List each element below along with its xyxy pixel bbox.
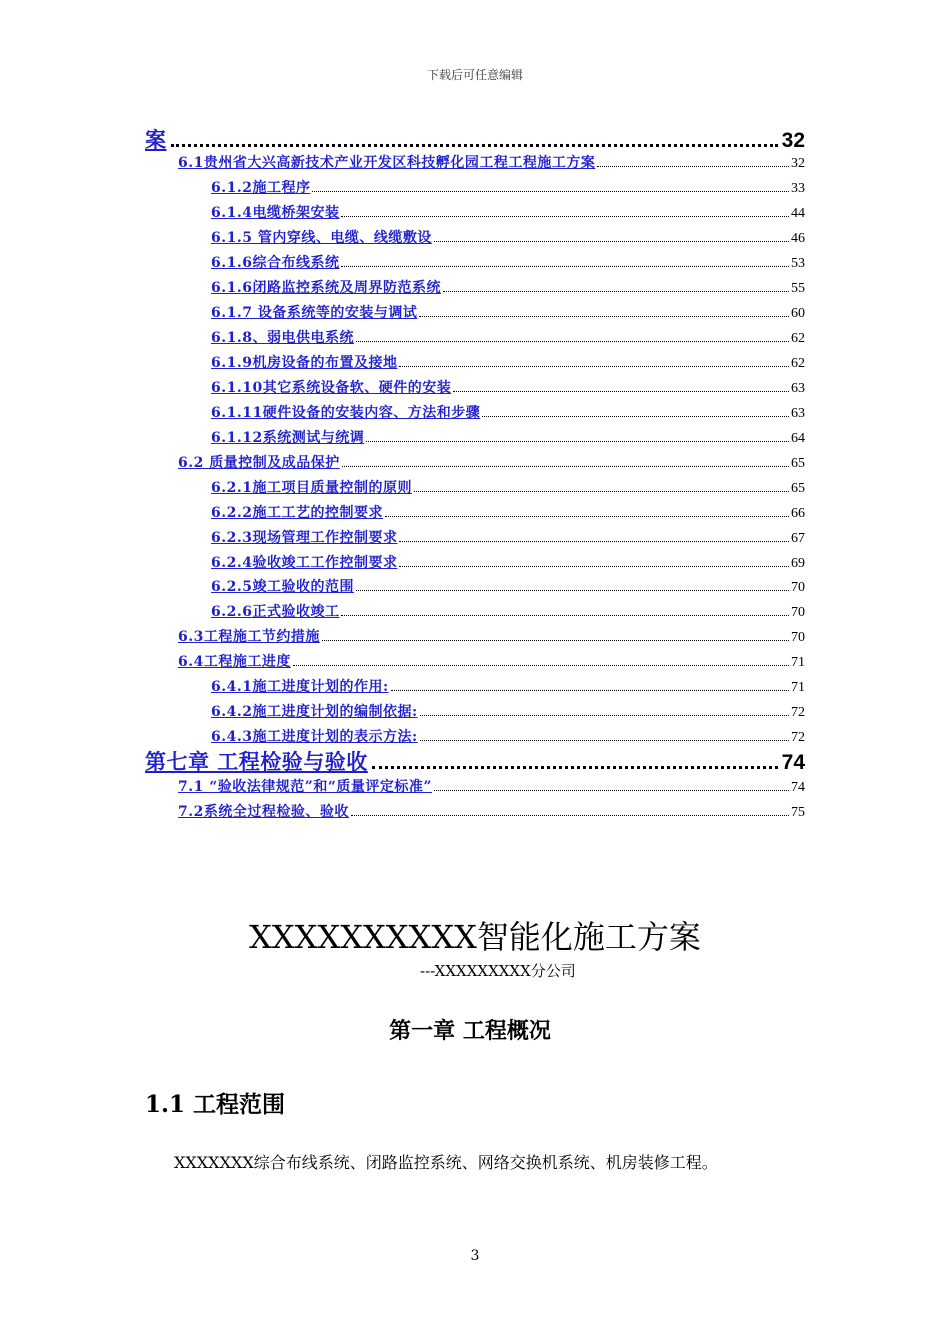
toc-entry-link[interactable]: 第七章 工程检验与验收 (145, 749, 368, 774)
toc-leader-dots (399, 353, 789, 367)
toc-entry-link[interactable]: 6.1.8、弱电供电系统 (211, 330, 354, 346)
toc-page-number: 67 (791, 531, 805, 546)
toc-entry[interactable] (211, 701, 805, 721)
toc-page-number: 65 (791, 456, 805, 471)
toc-entry[interactable] (211, 502, 805, 522)
toc-page-number: 53 (791, 256, 805, 271)
toc-entry-link[interactable]: 6.1.4电缆桥架安装 (211, 205, 340, 221)
toc-entry-link[interactable]: 6.1.7 设备系统等的安装与调试 (211, 305, 418, 321)
toc-page-number: 62 (791, 331, 805, 346)
toc-page-number: 71 (791, 680, 805, 695)
toc-page-number: 66 (791, 506, 805, 521)
toc-entry-link[interactable]: 6.2.1施工项目质量控制的原则 (211, 480, 412, 496)
toc-entry-link[interactable]: 案 (145, 127, 167, 152)
toc-page-number: 63 (791, 406, 805, 421)
toc-leader-dots (293, 652, 789, 666)
toc-entry-link[interactable]: 7.1 “验收法律规范”和“质量评定标准” (178, 779, 432, 795)
toc-page-number: 72 (791, 705, 805, 720)
toc-entry[interactable] (211, 302, 805, 322)
toc-page-number: 70 (791, 605, 805, 620)
toc-page-number: 74 (781, 751, 805, 774)
toc-leader-dots (356, 328, 789, 342)
toc-page-number: 55 (791, 281, 805, 296)
toc-leader-dots (434, 777, 789, 791)
toc-page-number: 32 (791, 156, 805, 171)
toc-leader-dots (171, 129, 778, 147)
toc-entry-link[interactable]: 6.2.3现场管理工作控制要求 (211, 530, 398, 546)
toc-entry-link[interactable]: 6.3工程施工节约措施 (178, 629, 320, 645)
toc-entry[interactable] (211, 227, 805, 247)
toc-entry-link[interactable]: 6.4.3施工进度计划的表示方法: (211, 729, 418, 745)
toc-leader-dots (366, 428, 789, 442)
toc-entry[interactable] (211, 252, 805, 272)
toc-entry[interactable] (178, 626, 805, 646)
toc-entry[interactable] (145, 124, 805, 154)
toc-entry[interactable] (178, 651, 805, 671)
toc-page-number: 70 (791, 580, 805, 595)
body-paragraph: XXXXXXX综合布线系统、闭路监控系统、网络交换机系统、机房装修工程。 (174, 1153, 718, 1172)
toc-entry[interactable] (211, 177, 805, 197)
document-title: XXXXXXXXXX智能化施工方案 (249, 918, 701, 956)
toc-entry-link[interactable]: 6.1.5 管内穿线、电缆、线缆敷设 (211, 230, 432, 246)
toc-page-number: 63 (791, 381, 805, 396)
toc-page-number: 62 (791, 356, 805, 371)
toc-leader-dots (341, 253, 789, 267)
toc-entry[interactable] (211, 726, 805, 746)
toc-entry[interactable] (211, 327, 805, 347)
toc-entry[interactable] (178, 452, 805, 472)
toc-entry-link[interactable]: 7.2系统全过程检验、验收 (178, 804, 349, 820)
toc-leader-dots (419, 303, 789, 317)
toc-page-number: 72 (791, 730, 805, 745)
chapter-heading: 第一章 工程概况 (389, 1018, 551, 1044)
toc-leader-dots (385, 503, 789, 517)
toc-entry-link[interactable]: 6.1.12系统测试与统调 (211, 430, 365, 446)
toc-entry[interactable] (211, 427, 805, 447)
toc-entry-link[interactable]: 6.2 质量控制及成品保护 (178, 455, 340, 471)
toc-page-number: 46 (791, 231, 805, 246)
toc-entry-link[interactable]: 6.1.9机房设备的布置及接地 (211, 355, 398, 371)
toc-entry-link[interactable]: 6.4.2施工进度计划的编制依据: (211, 704, 418, 720)
page-number: 3 (470, 1248, 480, 1264)
toc-page-number: 32 (781, 129, 805, 152)
toc-page-number: 74 (791, 780, 805, 795)
toc-page-number: 69 (791, 556, 805, 571)
toc-leader-dots (434, 228, 789, 242)
toc-entry-link[interactable]: 6.2.6正式验收竣工 (211, 604, 340, 620)
toc-page-number: 33 (791, 181, 805, 196)
toc-entry[interactable] (211, 576, 805, 596)
toc-entry[interactable] (178, 152, 805, 172)
toc-entry[interactable] (211, 601, 805, 621)
toc-leader-dots (391, 677, 789, 691)
toc-leader-dots (312, 178, 789, 192)
toc-leader-dots (356, 577, 789, 591)
toc-entry-link[interactable]: 6.2.5竣工验收的范围 (211, 579, 354, 595)
toc-entry[interactable] (211, 527, 805, 547)
toc-leader-dots (414, 478, 789, 492)
toc-entry-link[interactable]: 6.1.6闭路监控系统及周界防范系统 (211, 280, 441, 296)
toc-entry-link[interactable]: 6.4.1施工进度计划的作用: (211, 679, 389, 695)
toc-entry[interactable] (145, 746, 805, 776)
toc-leader-dots (342, 453, 789, 467)
section-heading: 1.1 工程范围 (145, 1091, 286, 1118)
toc-leader-dots (372, 751, 778, 769)
toc-entry-link[interactable]: 6.1.6综合布线系统 (211, 255, 340, 271)
toc-entry-link[interactable]: 6.1.2施工程序 (211, 180, 311, 196)
toc-leader-dots (443, 278, 789, 292)
toc-leader-dots (399, 528, 789, 542)
toc-page-number: 44 (791, 206, 805, 221)
toc-entry-link[interactable]: 6.2.2施工工艺的控制要求 (211, 505, 383, 521)
toc-entry[interactable] (211, 477, 805, 497)
toc-leader-dots (453, 378, 789, 392)
toc-page-number: 75 (791, 805, 805, 820)
toc-leader-dots (341, 203, 789, 217)
toc-leader-dots (420, 702, 789, 716)
document-subtitle: ---XXXXXXXXX分公司 (420, 962, 576, 980)
toc-entry-link[interactable]: 6.1.11硬件设备的安装内容、方法和步骤 (211, 405, 481, 421)
toc-leader-dots (597, 153, 789, 167)
page-header: 下载后可任意编辑 (426, 68, 523, 82)
toc-entry[interactable] (211, 202, 805, 222)
toc-entry[interactable] (211, 277, 805, 297)
toc-entry[interactable] (211, 552, 805, 572)
toc-page-number: 65 (791, 481, 805, 496)
toc-page-number: 60 (791, 306, 805, 321)
toc-leader-dots (341, 602, 789, 616)
toc-leader-dots (322, 627, 789, 641)
toc-entry-link[interactable]: 6.1.10其它系统设备软、硬件的安装 (211, 380, 452, 396)
toc-entry[interactable] (178, 801, 805, 821)
toc-page-number: 70 (791, 630, 805, 645)
toc-entry[interactable] (211, 402, 805, 422)
toc-entry-link[interactable]: 6.1贵州省大兴高新技术产业开发区科技孵化园工程工程施工方案 (178, 155, 596, 171)
toc-page-number: 71 (791, 655, 805, 670)
toc-entry-link[interactable]: 6.4工程施工进度 (178, 654, 291, 670)
toc-leader-dots (420, 727, 789, 741)
toc-page-number: 64 (791, 431, 805, 446)
toc-entry[interactable] (211, 377, 805, 397)
toc-entry[interactable] (211, 352, 805, 372)
toc-entry-link[interactable]: 6.2.4验收竣工工作控制要求 (211, 555, 398, 571)
toc-leader-dots (351, 802, 789, 816)
toc-leader-dots (482, 403, 789, 417)
toc-entry[interactable] (211, 676, 805, 696)
toc-leader-dots (399, 553, 789, 567)
toc-entry[interactable] (178, 776, 805, 796)
